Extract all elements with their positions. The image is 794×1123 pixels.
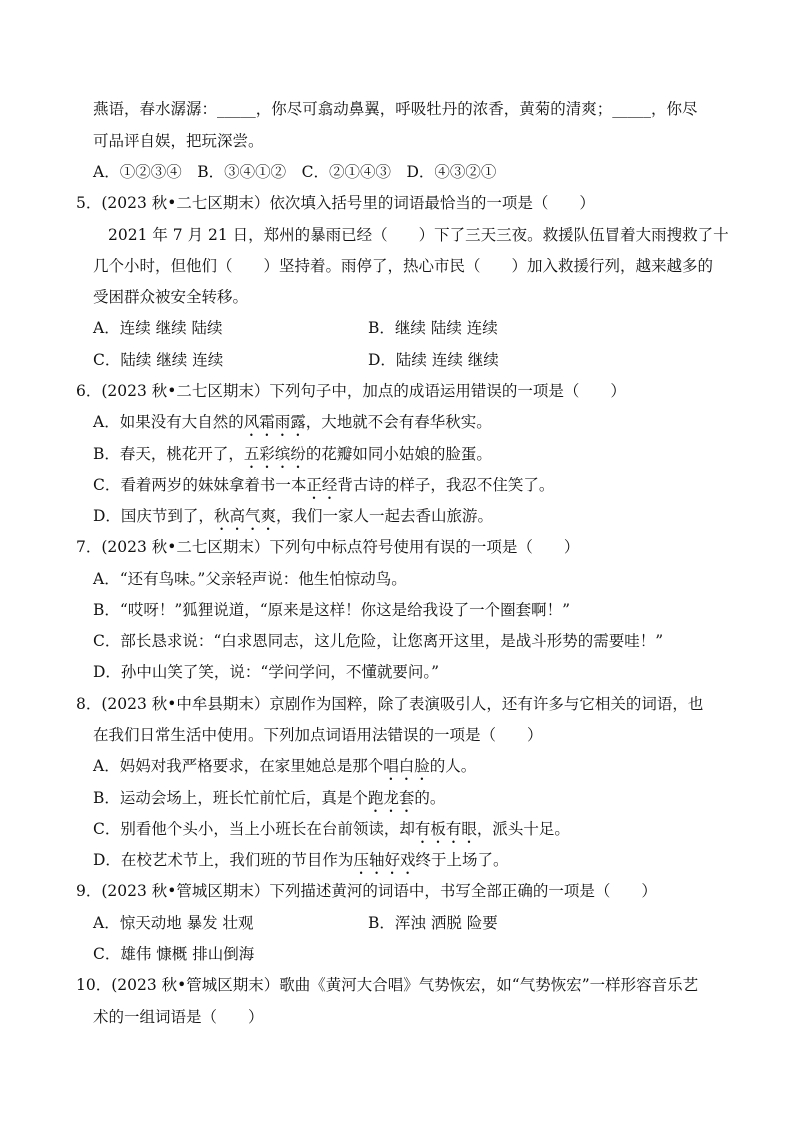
q8-option-c: C．别看他个头小，当上小班长在台前领读，却有板有眼，派头十足。 [93, 820, 570, 838]
q8-option-b: B．运动会场上，班长忙前忙后，真是个跑龙套的。 [93, 789, 446, 807]
q5-passage-1: 2021 年 7 月 21 日，郑州的暴雨已经（ ）下了三天三夜。救援队伍冒着大雨搜救了十 [108, 226, 729, 244]
q7-option-c: C．部长恳求说：“白求恩同志，这儿危险，让您离开这里，是战斗形势的需要哇！” [93, 632, 664, 650]
q5-passage-2: 几个小时，但他们（ ）坚持着。雨停了，热心市民（ ）加入救援行列，越来越多的 [93, 257, 714, 275]
q5-option-c: C．陆续 继续 连续 [93, 351, 224, 369]
q7-stem: 7．(2023 秋•二七区期末）下列句中标点符号使用有误的一项是（ ） [76, 538, 580, 556]
q7-option-d: D．孙中山笑了笑，说：“学问学问，不懂就要问。” [93, 663, 440, 681]
q4-line-2: 可品评自娱，把玩深尝。 [93, 132, 264, 150]
q8-stem-1: 8．(2023 秋•中牟县期末）京剧作为国粹，除了表演吸引人，还有许多与它相关的词语，也 [76, 695, 704, 713]
q10-stem-1: 10．(2023 秋•管城区期末）歌曲《黄河大合唱》气势恢宏，如“气势恢宏”一样形容音乐艺 [76, 976, 699, 994]
q4-options: A．①②③④ B．③④①② C．②①④③ D．④③②① [93, 163, 497, 181]
q5-passage-3: 受困群众被安全转移。 [93, 288, 249, 306]
q9-stem: 9．(2023 秋•管城区期末）下列描述黄河的词语中，书写全部正确的一项是（ ） [76, 882, 657, 900]
q9-option-a: A．惊天动地 暴发 壮观 [93, 914, 254, 932]
q7-option-b: B．“哎呀！”狐狸说道，“原来是这样！你这是给我设了一个圈套啊！” [93, 601, 571, 619]
q9-option-b: B．浑浊 洒脱 险要 [368, 914, 498, 932]
q5-option-a: A．连续 继续 陆续 [93, 319, 223, 337]
q8-stem-2: 在我们日常生活中使用。下列加点词语用法错误的一项是（ ） [93, 726, 543, 744]
q5-stem: 5．(2023 秋•二七区期末）依次填入括号里的词语最恰当的一项是（ ） [76, 194, 595, 212]
q7-option-a: A．“还有鸟味。”父亲轻声说：他生怕惊动鸟。 [93, 570, 407, 588]
q5-option-d: D．陆续 连续 继续 [368, 351, 499, 369]
q6-option-c: C．看着两岁的妹妹拿着书一本正经背古诗的样子，我忍不住笑了。 [93, 476, 555, 494]
q5-option-b: B．继续 陆续 连续 [368, 319, 498, 337]
q8-option-d: D．在校艺术节上，我们班的节目作为压轴好戏终于上场了。 [93, 851, 509, 869]
q8-option-a: A．妈妈对我严格要求，在家里她总是那个唱白脸的人。 [93, 757, 477, 775]
q6-option-d: D．国庆节到了，秋高气爽，我们一家人一起去香山旅游。 [93, 507, 493, 525]
q10-stem-2: 术的一组词语是（ ） [93, 1008, 264, 1026]
q9-option-c: C．雄伟 慷概 排山倒海 [93, 945, 255, 963]
q6-option-a: A．如果没有大自然的风霜雨露，大地就不会有春华秋实。 [93, 413, 492, 431]
q6-stem: 6．(2023 秋•二七区期末）下列句子中，加点的成语运用错误的一项是（ ） [76, 382, 626, 400]
q6-option-b: B．春天，桃花开了，五彩缤纷的花瓣如同小姑娘的脸蛋。 [93, 445, 492, 463]
q4-line-1: 燕语，春水潺潺：_____，你尽可翕动鼻翼，呼吸牡丹的浓香，黄菊的清爽；_____，你尽 [93, 100, 698, 118]
